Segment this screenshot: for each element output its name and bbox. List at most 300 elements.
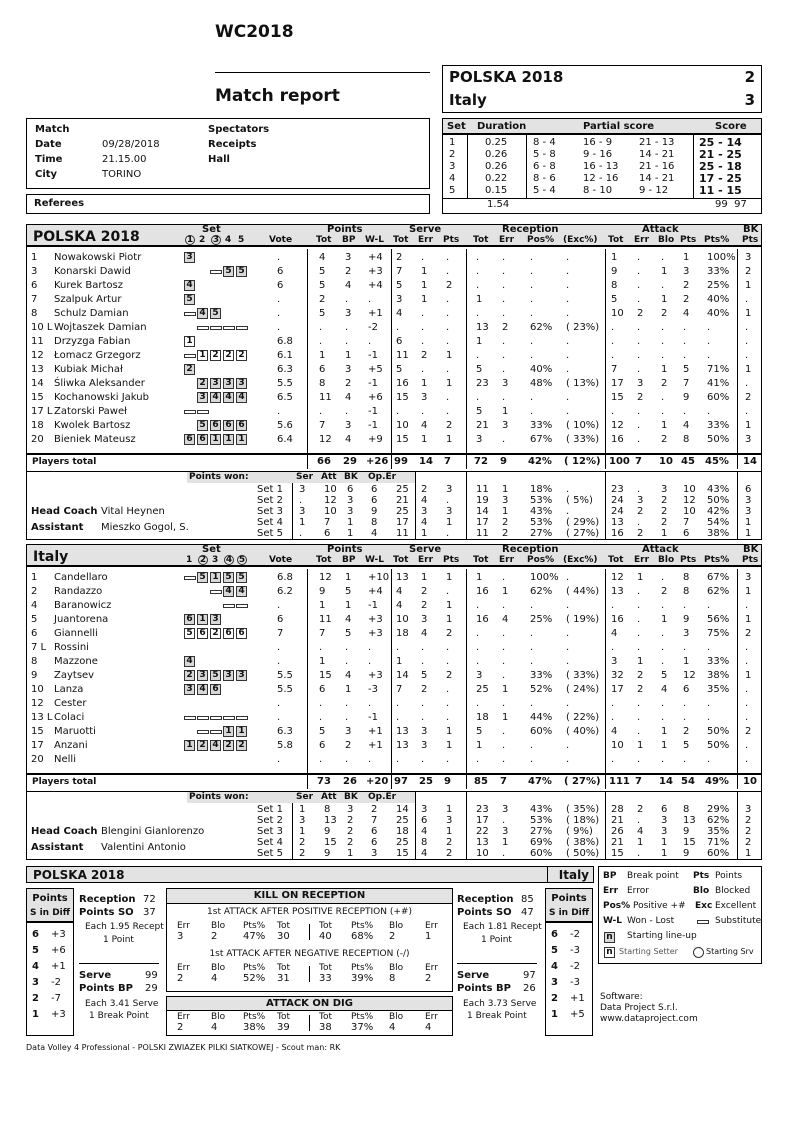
one-break-point: 1 Break Point: [467, 1011, 527, 1021]
set-serve-value: 15: [396, 848, 409, 859]
serve-value: .: [421, 308, 425, 319]
vote-value: 6.3: [277, 364, 293, 375]
s-in-diff-header: S in Diff: [548, 908, 590, 918]
starting-position-box: 2: [184, 670, 195, 681]
rec-value: .: [502, 392, 506, 403]
table-row: [27, 265, 761, 279]
att-value: 3: [683, 628, 690, 639]
set-serve-value: 4: [421, 848, 428, 859]
rec-value: 33%: [530, 670, 553, 681]
att-value: 4: [611, 628, 618, 639]
each-serve: Each 3.41 Serve: [85, 999, 159, 1009]
exc-col-header: (Exc%): [563, 555, 598, 565]
home-stat-value: 38%: [243, 1022, 266, 1033]
att-value: .: [683, 600, 687, 611]
att-value: 5: [683, 740, 690, 751]
serve-value: 2: [446, 670, 453, 681]
points-won-value: 2: [299, 848, 306, 859]
player-name: Maruotti: [54, 726, 96, 737]
set-number: 1: [449, 137, 456, 148]
points-won-col: Op.Er: [368, 472, 397, 482]
away-stat-value: 38: [319, 1022, 332, 1033]
bk-value: 3: [745, 434, 752, 445]
rec-value: 52%: [530, 684, 553, 695]
rec-value: .: [476, 392, 480, 403]
diff-set: 2: [551, 993, 558, 1004]
rec-value: ( 33%): [566, 434, 600, 445]
points-won-header: [187, 792, 415, 803]
set-rec-value: .: [566, 484, 570, 495]
starting-position-box: 4: [236, 392, 247, 403]
serve-value: 3: [421, 740, 428, 751]
rec-value: .: [530, 392, 534, 403]
total-pts: 66: [317, 456, 331, 467]
set-att-value: 1: [661, 848, 668, 859]
serve-group-header: Serve: [409, 544, 442, 555]
tot-col-header: Tot: [316, 555, 332, 565]
set-att-value: 24: [611, 495, 624, 506]
serve-value: 4: [396, 586, 403, 597]
att-value: 2: [683, 726, 690, 737]
player-number: 1: [31, 252, 38, 263]
serve-value: 1: [421, 572, 428, 583]
points-bp-label: Points BP: [79, 983, 133, 994]
set-serve-value: 2: [446, 848, 453, 859]
legend-blo: Blo: [693, 886, 710, 896]
serve-value: 2: [446, 280, 453, 291]
diff-set: 5: [551, 945, 558, 956]
serve-value: .: [446, 754, 450, 765]
points-won-value: 9: [324, 826, 331, 837]
starting-position-box: 4: [197, 684, 208, 695]
serve-value: 1: [446, 600, 453, 611]
points-bp-value: 29: [145, 983, 158, 994]
serve-value: 99: [145, 970, 158, 981]
serve-value: 3: [421, 392, 428, 403]
att-value: .: [637, 754, 641, 765]
reception-label: Reception: [79, 894, 136, 905]
pts-value: 1: [319, 656, 326, 667]
vote-value: 6.2: [277, 586, 293, 597]
starting-setter-icon: n: [604, 947, 615, 958]
serve-value: .: [421, 754, 425, 765]
set-att-value: 35%: [707, 826, 730, 837]
home-stat-value: 31: [277, 973, 290, 984]
away-stat-value: 4: [425, 1022, 432, 1033]
substitute-icon: [223, 716, 235, 720]
serve-value: 15: [396, 434, 409, 445]
pts-value: 5: [319, 280, 326, 291]
table-header: [27, 545, 761, 567]
pts-value: 1: [319, 350, 326, 361]
bk-group-header: BK: [743, 224, 759, 235]
stat-col-header: Tot: [319, 963, 333, 973]
att-value: .: [707, 754, 711, 765]
pts-value: .: [345, 754, 349, 765]
points-won-value: 2: [347, 815, 354, 826]
set-number: 3: [449, 161, 456, 172]
rec-value: .: [566, 336, 570, 347]
serve-value: 3: [421, 614, 428, 625]
serve-value: 1: [446, 350, 453, 361]
stat-col-header: Blo: [389, 963, 404, 973]
pts-value: 2: [345, 740, 352, 751]
rec-value: .: [476, 308, 480, 319]
table-row: [27, 725, 761, 739]
points-won-value: 3: [371, 848, 378, 859]
rec-value: .: [502, 266, 506, 277]
partial-3: 21 - 13: [639, 137, 675, 148]
set-rec-value: ( 9%): [566, 826, 593, 837]
set-rec-value: 3: [502, 826, 509, 837]
serve-value: .: [421, 406, 425, 417]
total-serve: 97: [394, 776, 408, 787]
set-rec-value: 3: [502, 495, 509, 506]
att-value: 75%: [707, 628, 730, 639]
serve-value: .: [446, 364, 450, 375]
att-value: .: [707, 698, 711, 709]
diff-set: 3: [32, 977, 39, 988]
rec-value: 1: [502, 712, 509, 723]
rec-value: .: [502, 670, 506, 681]
err-col-header: Err: [499, 235, 515, 245]
att-value: .: [611, 642, 615, 653]
substitute-icon: [210, 590, 222, 594]
att-value: .: [661, 252, 665, 263]
set-rec-value: 11: [476, 528, 489, 539]
table-row: [27, 419, 761, 433]
starting-position-box: 2: [223, 740, 234, 751]
serve-value: .: [396, 642, 400, 653]
rec-value: .: [530, 336, 534, 347]
rec-value: ( 22%): [566, 712, 600, 723]
bk-value: .: [745, 698, 749, 709]
referees-box: [26, 194, 430, 214]
pts-value: .: [368, 294, 372, 305]
set-rec-value: 53%: [530, 517, 553, 528]
serve-value: 10: [396, 420, 409, 431]
att-value: 2: [661, 308, 668, 319]
diff-value: +3: [51, 929, 66, 940]
home-stat-value: 2: [177, 973, 184, 984]
legend-err: Err: [603, 886, 619, 896]
table-row: [27, 335, 761, 349]
starting-position-box: 3: [223, 378, 234, 389]
player-number: 5: [31, 614, 38, 625]
serve-value: .: [446, 684, 450, 695]
set-rec-value: 17: [476, 517, 489, 528]
rec-value: .: [502, 364, 506, 375]
table-row: [27, 683, 761, 697]
att-value: .: [637, 280, 641, 291]
set-col-number: 5: [238, 555, 246, 565]
att-value: 41%: [707, 378, 730, 389]
duration-col-header: Duration: [477, 121, 527, 132]
wl-col-header: W-L: [365, 555, 384, 565]
pts-value: -2: [368, 322, 378, 333]
table-row: [27, 391, 761, 405]
starting-setter-box: 2: [236, 350, 247, 361]
att-value: .: [707, 406, 711, 417]
total-rec: 72: [474, 456, 488, 467]
rec-value: .: [476, 656, 480, 667]
table-row: [27, 697, 761, 711]
set-rec-value: 53%: [530, 815, 553, 826]
pts-value: -1: [368, 712, 378, 723]
rec-value: 4: [502, 614, 509, 625]
report-title: Match report: [215, 86, 340, 106]
total-serve: 9: [444, 776, 451, 787]
att-value: 2: [661, 586, 668, 597]
rec-value: .: [566, 294, 570, 305]
starting-lineup-icon: n: [604, 932, 615, 943]
pts-value: 1: [345, 572, 352, 583]
set-rec-value: 69%: [530, 837, 553, 848]
substitute-icon: [697, 920, 709, 924]
vote-value: .: [277, 600, 281, 611]
att-value: .: [611, 754, 615, 765]
rec-value: .: [530, 252, 534, 263]
set-number: 5: [449, 185, 456, 196]
pts-value: .: [319, 322, 323, 333]
each-recept: Each 1.81 Recept: [463, 922, 542, 932]
att-value: 1: [637, 572, 644, 583]
total-rec: 42%: [528, 456, 552, 467]
points-won-value: 13: [324, 815, 337, 826]
set-serve-value: 21: [396, 495, 409, 506]
att-value: .: [683, 698, 687, 709]
substitute-icon: [236, 716, 248, 720]
set-rec-value: ( 50%): [566, 848, 600, 859]
vote-value: 6.4: [277, 434, 293, 445]
pts-value: 5: [345, 586, 352, 597]
att-value: 25%: [707, 280, 730, 291]
set-score: 25 - 18: [699, 160, 742, 173]
starting-position-box: 5: [223, 572, 234, 583]
stat-col-header: Tot: [277, 921, 291, 931]
set-duration: 0.25: [485, 137, 508, 148]
divider: [466, 792, 467, 860]
serve-value: .: [421, 252, 425, 263]
divider: [79, 963, 159, 964]
starting-position-box: 1: [184, 740, 195, 751]
diff-value: +3: [51, 1009, 66, 1020]
substitute-icon: [223, 604, 235, 608]
points-won-value: 7: [371, 815, 378, 826]
serve-value: .: [421, 322, 425, 333]
bk-value: 3: [745, 572, 752, 583]
starting-position-box: 5: [236, 572, 247, 583]
summary-home-team: POLSKA 2018: [33, 868, 125, 882]
rec-value: .: [566, 698, 570, 709]
rec-value: 1: [476, 572, 483, 583]
table-row: [27, 613, 761, 627]
total-rec: ( 27%): [564, 776, 601, 787]
rec-value: .: [566, 350, 570, 361]
set-att-value: 3: [661, 815, 668, 826]
starting-position-box: 2: [197, 378, 208, 389]
set-duration: 0.15: [485, 185, 508, 196]
serve-value: .: [421, 364, 425, 375]
diff-value: -2: [570, 961, 580, 972]
divider: [737, 775, 738, 789]
substitute-icon: [184, 410, 196, 414]
total-points: 99 97: [715, 199, 747, 210]
points-won-value: 6: [371, 484, 378, 495]
rec-value: 16: [476, 614, 489, 625]
vote-value: 7: [277, 628, 284, 639]
att-value: 1: [661, 266, 668, 277]
table-row: [27, 433, 761, 447]
date-label: Date: [35, 139, 62, 150]
set-att-value: 15: [611, 848, 624, 859]
set-att-value: 13: [611, 517, 624, 528]
stat-col-header: Err: [177, 963, 190, 973]
att-value: 2: [683, 294, 690, 305]
away-stat-value: 1: [425, 931, 432, 942]
diff-set: 6: [551, 929, 558, 940]
att-value: 2: [637, 684, 644, 695]
att-value: .: [637, 712, 641, 723]
att-value: 60%: [707, 392, 730, 403]
stat-col-header: Err: [177, 1012, 190, 1022]
player-name: Colaci: [54, 712, 85, 723]
set-att-value: 9: [683, 826, 690, 837]
serve-value: 4: [421, 628, 428, 639]
rec-value: .: [566, 308, 570, 319]
serve-value: 1: [446, 572, 453, 583]
att-value: 2: [637, 308, 644, 319]
bk-value: 2: [745, 628, 752, 639]
player-name: Śliwka Aleksander: [54, 378, 145, 389]
partial-3: 9 - 12: [639, 185, 669, 196]
vote-value: .: [277, 322, 281, 333]
att-value: 17: [611, 684, 624, 695]
rec-value: .: [502, 698, 506, 709]
diff-set: 4: [32, 961, 39, 972]
pts-value: 1: [319, 600, 326, 611]
serve-label: Serve: [79, 970, 112, 981]
partial-1: 5 - 4: [533, 185, 556, 196]
set-serve-value: 25: [396, 815, 409, 826]
bk-value: 1: [745, 308, 752, 319]
set-att-value: 43%: [707, 484, 730, 495]
err-col-header: Err: [634, 555, 650, 565]
players-total-row: [27, 453, 761, 469]
away-stat-value: 2: [389, 931, 396, 942]
set-duration: 0.22: [485, 173, 508, 184]
set-col-number: 2: [199, 235, 206, 245]
att-value: .: [683, 754, 687, 765]
set-att-value: .: [637, 815, 641, 826]
table-row: [27, 711, 761, 725]
starting-position-box: 5: [197, 420, 208, 431]
pts-value: 1: [345, 684, 352, 695]
rec-value: 21: [476, 420, 489, 431]
att-value: .: [637, 266, 641, 277]
set-col-number: 5: [238, 235, 245, 245]
pts-value: 8: [319, 378, 326, 389]
rec-value: .: [566, 572, 570, 583]
points-so-label: Points SO: [457, 907, 512, 918]
starting-position-box: 4: [184, 280, 195, 291]
points-won-value: 10: [324, 484, 337, 495]
reception-group-header: Reception: [502, 224, 559, 235]
bk-value: .: [745, 740, 749, 751]
pts-value: .: [368, 698, 372, 709]
set-serve-value: 3: [446, 506, 453, 517]
set-rec-value: .: [502, 815, 506, 826]
player-name: Nowakowski Piotr: [54, 252, 142, 263]
set-rec-value: 1: [502, 506, 509, 517]
player-number: 17 L: [31, 406, 53, 417]
pts-value: +1: [368, 308, 383, 319]
table-row: [27, 641, 761, 655]
att-value: .: [637, 322, 641, 333]
att-value: .: [637, 434, 641, 445]
pts-value: .: [368, 656, 372, 667]
away-stat-value: 2: [425, 973, 432, 984]
rec-value: ( 40%): [566, 726, 600, 737]
rec-value: .: [530, 628, 534, 639]
set-label: Set 5: [257, 848, 283, 859]
pts-value: .: [345, 336, 349, 347]
rec-value: .: [530, 266, 534, 277]
stat-col-header: Err: [425, 921, 438, 931]
substitute-icon: [236, 604, 248, 608]
stat-col-header: Pts%: [351, 963, 374, 973]
serve-value: 1: [396, 656, 403, 667]
vote-header: Vote: [269, 235, 293, 245]
diff-value: +1: [51, 961, 66, 972]
bk-value: 2: [745, 726, 752, 737]
pts-value: +1: [368, 740, 383, 751]
total-serve: 99: [394, 456, 408, 467]
set-att-value: 10: [683, 484, 696, 495]
set-duration: 0.26: [485, 161, 508, 172]
set-rec-value: 13: [476, 837, 489, 848]
player-number: 6: [31, 280, 38, 291]
rec-value: .: [476, 350, 480, 361]
set-rec-value: 1: [502, 837, 509, 848]
divider: [215, 72, 430, 73]
player-name: Mazzone: [54, 656, 98, 667]
err-col-header: Err: [634, 235, 650, 245]
rec-value: 100%: [530, 572, 559, 583]
diff-set: 4: [551, 961, 558, 972]
rec-value: 5: [476, 364, 483, 375]
away-stat-value: 4: [389, 1022, 396, 1033]
points-won-label: Points won:: [189, 792, 249, 802]
set-serve-value: 3: [446, 484, 453, 495]
rec-value: 1: [502, 586, 509, 597]
att-value: 2: [637, 392, 644, 403]
serve-value: 4: [396, 308, 403, 319]
pts-value: -1: [368, 600, 378, 611]
att-value: 4: [661, 684, 668, 695]
serve-value: .: [446, 322, 450, 333]
starting-position-box: 2: [184, 364, 195, 375]
player-number: 20: [31, 754, 44, 765]
set-att-value: 24: [611, 506, 624, 517]
total-bk: 14: [743, 456, 757, 467]
starting-position-box: 3: [223, 670, 234, 681]
rec-value: .: [502, 754, 506, 765]
bk-value: 1: [745, 364, 752, 375]
serve-value: 13: [396, 740, 409, 751]
set-bk-value: 1: [745, 848, 752, 859]
rec-value: .: [476, 754, 480, 765]
